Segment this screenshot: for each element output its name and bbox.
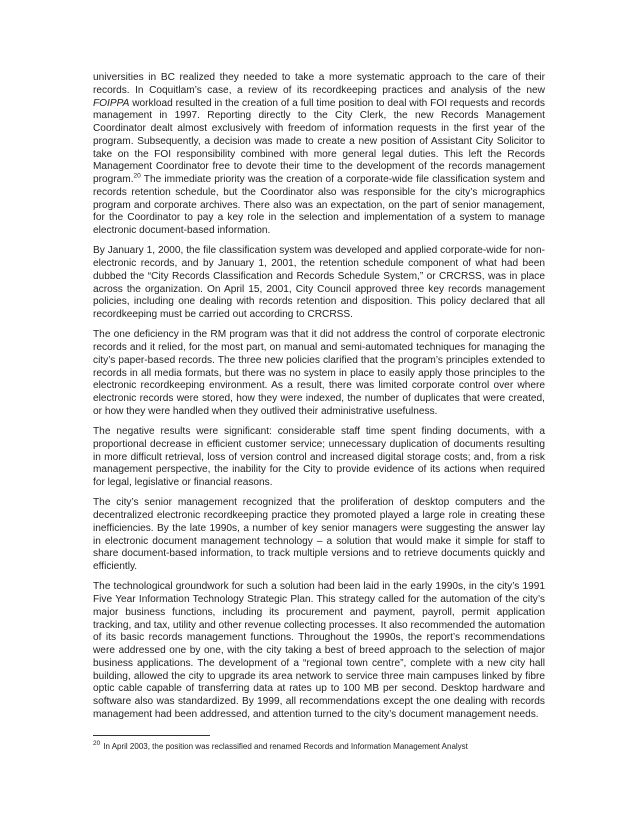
footnote-reference[interactable]: 20 (133, 172, 141, 180)
footnote-divider (93, 735, 210, 736)
foippa-term: FOIPPA (93, 97, 130, 109)
paragraph-1-part-c: workload resulted in the creation of a full time position to deal with FOI requests and records management in 1997. Reporting directly to the City Clerk, the new Records Management Coordinator dealt almost exclusively with freedom of information requests in the first year of the program. Subsequently, a decision was made to create a new position of Assistant City Solicitor to take on the FOI responsibility combined with more general legal duties. This left the Records Management Coordinator free to devote their time to the development of the records management program. (93, 97, 545, 185)
paragraph-1 (93, 72, 545, 238)
paragraph-2: By January 1, 2000, the file classification system was developed and applied corporate-wide for non-electronic records, and by January 1, 2001, the retention schedule component of what had been dubbed the “City Records Classification and Records Schedule System,” or CRCRSS, was in place across the organization. On April 15, 2001, City Council approved three key records management policies, including one dealing with records retention and disposition. This policy declared that all recordkeeping must be carried out according to CRCRSS. (93, 245, 545, 320)
paragraph-4: The negative results were significant: considerable staff time spent finding documents, with a proportional decrease in efficient customer service; unnecessary duplication of documents resulting in more difficult retrieval, loss of version control and increased digital storage costs; and, from a risk management perspective, the inability for the City to provide evidence of its actions when required for legal, legislative or financial reasons. (93, 426, 545, 488)
footnote-number: 20 (93, 740, 101, 748)
body-text (93, 72, 545, 729)
paragraph-5: The city’s senior management recognized that the proliferation of desktop computers and the decentralized electronic recordkeeping practice they promoted played a large role in creating these inefficiencies. By the late 1990s, a number of key senior managers were suggesting the answer lay in electronic document management technology – a solution that would make it simple for staff to share document-based information, to track multiple versions and to retrieve documents quickly and efficiently. (93, 497, 545, 572)
paragraph-3: The one deficiency in the RM program was that it did not address the control of corporate electronic records and it relied, for the most part, on manual and semi-automated techniques for managing the city’s paper-based records. The three new policies clarified that the program’s principles extended to records in all media formats, but there was no system in place to easily apply those principles to the electronic recordkeeping environment. As a result, there was limited corporate control over where electronic records were stored, how they were indexed, the number of duplicates that were created, or how they were handled when they outlived their administrative usefulness. (93, 329, 545, 417)
paragraph-1-part-a: universities in BC realized they needed to take a more systematic approach to the care of their records. In Coquitlam’s case, a review of its recordkeeping practices and analysis of the new (93, 72, 545, 96)
paragraph-6: The technological groundwork for such a solution had been laid in the early 1990s, in the city’s 1991 Five Year Information Technology Strategic Plan. This strategy called for the automation of the city’s major business functions, including its procurement and payment, payroll, permit application tracking, and tax, utility and other revenue collecting processes. It also recommended the automation of its basic records management functions. Throughout the 1990s, the report’s recommendations were addressed one by one, with the city taking a best of breed approach to the selection of major business applications. The development of a “regional town centre”, complete with a new city hall building, allowed the city to upgrade its area network to service three main campuses linked by fibre optic cable capable of transferring data at rates up to 100 MB per second. Desktop hardware and software also was standardized. By 1999, all recommendations except the one dealing with records management had been addressed, and attention turned to the city’s document management needs. (93, 581, 545, 720)
footnote (93, 742, 553, 752)
paragraph-1-part-d: The immediate priority was the creation of a corporate-wide file classification system and records retention schedule, but the Coordinator also was responsible for the city’s micrographics program and corporate archives. There also was an expectation, on the part of senior management, for the Coordinator to pay a key role in the selection and implementation of a system to manage electronic document-based information. (93, 174, 545, 236)
footnote-text: In April 2003, the position was reclassified and renamed Records and Information Management Analyst (103, 742, 468, 751)
